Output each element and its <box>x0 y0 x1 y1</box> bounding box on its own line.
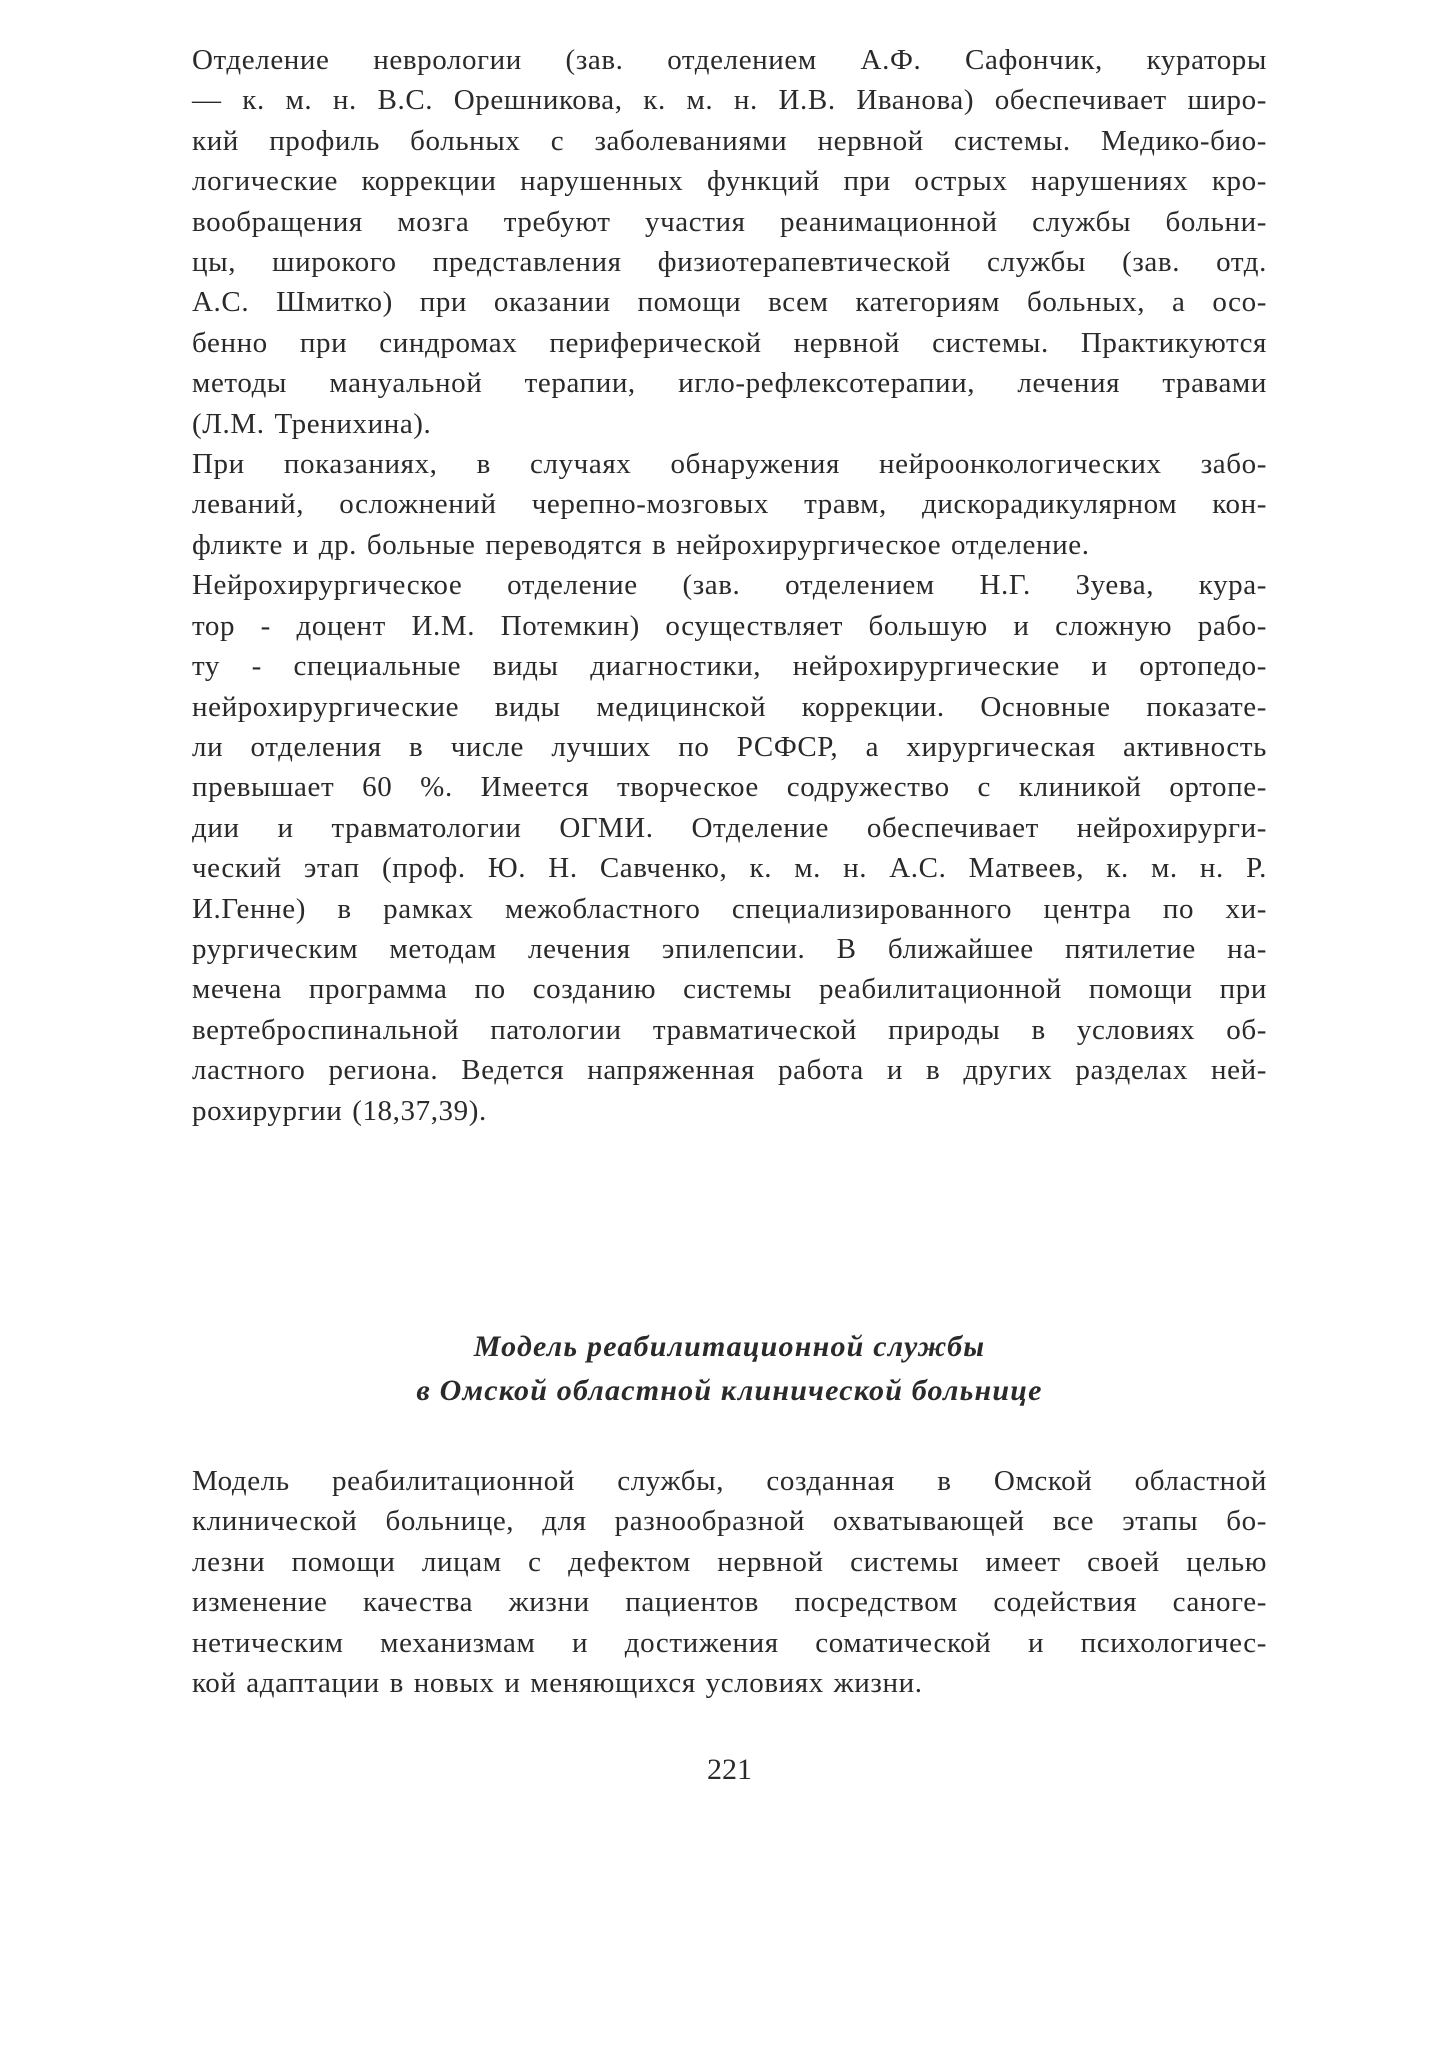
paragraph-transfer <box>192 444 1267 565</box>
text-line: мечена программа по созданию системы реабилитационной помощи при <box>192 973 1267 1006</box>
text-line: А.С. Шмитко) при оказании помощи всем категориям больных, а осо- <box>192 286 1267 319</box>
section-heading-line-2: в Омской областной клинической больнице <box>416 1374 1043 1407</box>
text-line: — к. м. н. В.С. Орешникова, к. м. н. И.В. Иванова) обеспечивает широ- <box>192 84 1267 117</box>
paragraph-neurosurgery <box>192 565 1267 1131</box>
text-line: ту - специальные виды диагностики, нейрохирургические и ортопедо- <box>192 650 1267 683</box>
text-line: вертеброспинальной патологии травматической природы в условиях об- <box>192 1013 1267 1046</box>
text-line: лезни помощи лицам с дефектом нервной системы имеет своей целью <box>192 1545 1267 1578</box>
text-line: Нейрохирургическое отделение (зав. отделением Н.Г. Зуева, кура- <box>192 569 1267 602</box>
text-line: рохирургии (18,37,39). <box>192 1094 487 1127</box>
text-line: дии и травматологии ОГМИ. Отделение обеспечивает нейрохирурги- <box>192 811 1267 844</box>
text-line: вообращения мозга требуют участия реанимационной службы больни- <box>192 205 1267 238</box>
text-line: кой адаптации в новых и меняющихся условиях жизни. <box>192 1667 923 1700</box>
text-line: рургическим методам лечения эпилепсии. В ближайшее пятилетие на- <box>192 932 1267 965</box>
paragraph-rehab-model <box>192 1461 1267 1703</box>
text-line: тор - доцент И.М. Потемкин) осуществляет большую и сложную рабо- <box>192 609 1267 642</box>
text-line: кий профиль больных с заболеваниями нервной системы. Медико-био- <box>192 124 1267 157</box>
text-line: (Л.М. Тренихина). <box>192 407 432 440</box>
page-number: 221 <box>707 1753 752 1786</box>
text-line: нетическим механизмам и достижения соматической и психологичес- <box>192 1626 1267 1659</box>
text-line: И.Генне) в рамках межобластного специализированного центра по хи- <box>192 892 1267 925</box>
text-line: нейрохирургические виды медицинской коррекции. Основные показате- <box>192 690 1267 723</box>
text-line: превышает 60 %. Имеется творческое содружество с клиникой ортопе- <box>192 771 1267 804</box>
text-block-lower <box>192 1461 1267 1703</box>
text-line: бенно при синдромах периферической нервной системы. Практикуются <box>192 326 1267 359</box>
text-line: ли отделения в числе лучших по РСФСР, а хирургическая активность <box>192 730 1267 763</box>
text-line: леваний, осложнений черепно-мозговых травм, дискорадикулярном кон- <box>192 488 1267 521</box>
text-block-upper <box>192 40 1267 1131</box>
text-line: ластного региона. Ведется напряженная работа и в других разделах ней- <box>192 1054 1267 1087</box>
section-heading-line-1: Модель реабилитационной службы <box>473 1330 986 1363</box>
section-heading <box>192 1325 1267 1413</box>
text-line: цы, широкого представления физиотерапевтической службы (зав. отд. <box>192 246 1267 279</box>
text-line: клинической больнице, для разнообразной охватывающей все этапы бо- <box>192 1505 1267 1538</box>
text-line: изменение качества жизни пациентов посредством содействия саноге- <box>192 1586 1267 1619</box>
text-line: Отделение неврологии (зав. отделением А.Ф. Сафончик, кураторы <box>192 44 1267 76</box>
paragraph-neurology <box>192 40 1267 444</box>
text-line: При показаниях, в случаях обнаружения нейроонкологических забо- <box>192 448 1267 481</box>
text-line: логические коррекции нарушенных функций при острых нарушениях кро- <box>192 165 1267 198</box>
text-line: фликте и др. больные переводятся в нейрохирургическое отделение. <box>192 528 1090 561</box>
text-line: Модель реабилитационной службы, созданная в Омской областной <box>192 1465 1267 1497</box>
text-line: методы мануальной терапии, игло-рефлексотерапии, лечения травами <box>192 367 1267 400</box>
text-line: ческий этап (проф. Ю. Н. Савченко, к. м. н. А.С. Матвеев, к. м. н. Р. <box>192 852 1267 885</box>
